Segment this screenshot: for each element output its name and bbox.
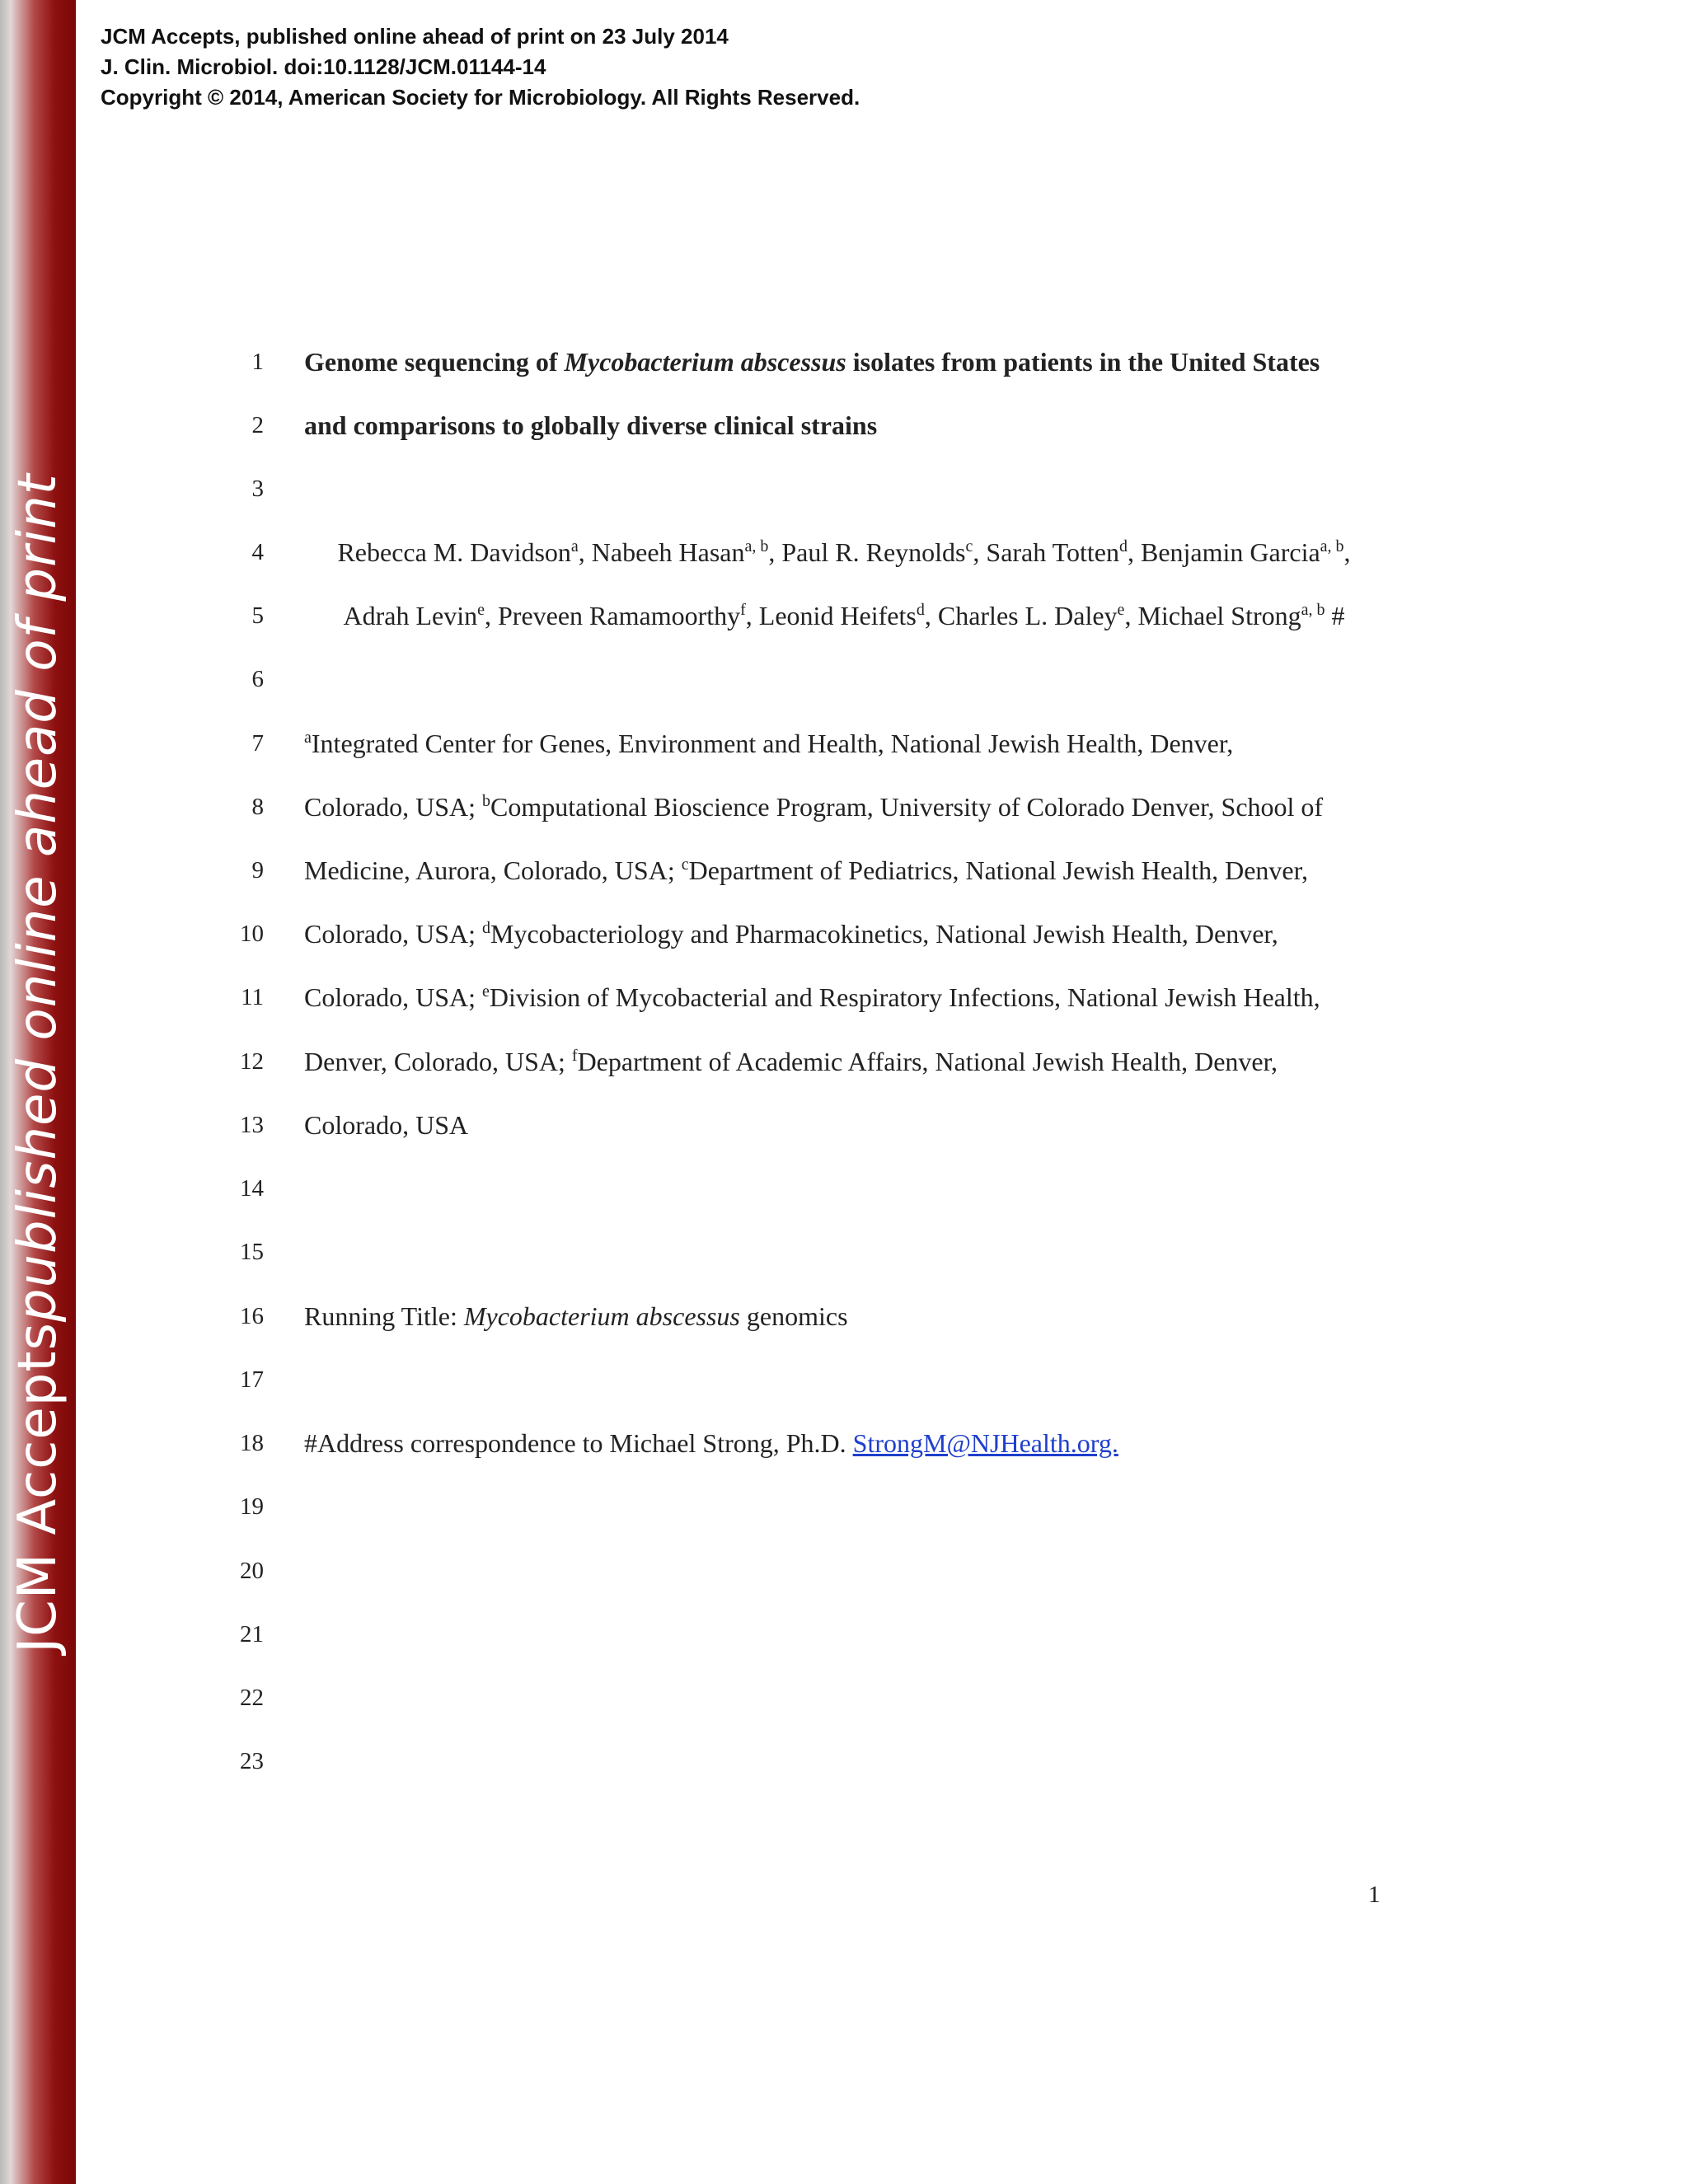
line-number: 23 [240, 1748, 264, 1774]
sidebar-banner [0, 0, 76, 2184]
line-number: 13 [240, 1112, 264, 1138]
line-number: 17 [240, 1366, 264, 1393]
affiliation-line: $^a$Integrated Center for Genes, Environment and Health, National Jewish Health, Denver, [304, 729, 1234, 758]
manuscript-line-3 [0, 464, 1688, 513]
journal-header [101, 21, 860, 113]
affiliation-line: Medicine, Aurora, Colorado, USA; $^c$Department of Pediatrics, National Jewish Health, Denver, [304, 855, 1308, 885]
manuscript-line-23 [0, 1736, 1688, 1786]
line-number: 8 [251, 794, 264, 820]
line-number: 3 [251, 476, 264, 502]
line-number: 6 [251, 666, 264, 692]
manuscript-line-16 [0, 1291, 1688, 1341]
manuscript-line-17 [0, 1355, 1688, 1404]
header-line-3: Copyright © 2014, American Society for Microbiology. All Rights Reserved. [101, 85, 860, 110]
manuscript-line-20 [0, 1546, 1688, 1596]
affiliation-line: Colorado, USA; $^e$Division of Mycobacterial and Respiratory Infections, National Jewish Health, [304, 982, 1320, 1012]
line-number: 15 [240, 1239, 264, 1265]
manuscript-line-6 [0, 654, 1688, 704]
manuscript-line-15 [0, 1227, 1688, 1277]
header-line-2: J. Clin. Microbiol. doi:10.1128/JCM.01144-14 [101, 54, 546, 79]
manuscript-line-8 [0, 782, 1688, 832]
paper-title-line-1: Genome sequencing of Mycobacterium abscessus isolates from patients in the United States [304, 347, 1320, 377]
line-number: 22 [240, 1685, 264, 1711]
line-number: 21 [240, 1621, 264, 1647]
line-number: 7 [251, 730, 264, 757]
author-list-line-2: Adrah Levin$^e$, Preveen Ramamoorthy$^f$, Leonid Heifets$^d$, Charles L. Daley$^e$, Michael Strong$^{a, b}$ # [343, 601, 1345, 630]
sidebar-middle: published online ahead of print [7, 473, 68, 1323]
line-number: 19 [240, 1493, 264, 1520]
manuscript-line-11 [0, 972, 1688, 1022]
line-number: 11 [241, 984, 264, 1010]
running-title: Running Title: Mycobacterium abscessus genomics [304, 1301, 848, 1331]
line-number: 20 [240, 1558, 264, 1584]
affiliation-line: Colorado, USA; $^d$Mycobacteriology and Pharmacokinetics, National Jewish Health, Denver, [304, 919, 1278, 949]
manuscript-line-5 [0, 591, 1688, 640]
page-number: 1 [1368, 1882, 1381, 1908]
correspondence: #Address correspondence to Michael Strong, Ph.D. StrongM@NJHealth.org. [304, 1428, 1118, 1458]
line-number: 1 [251, 349, 264, 375]
line-number: 2 [251, 412, 264, 438]
line-number: 12 [240, 1048, 264, 1075]
author-list-line-1: Rebecca M. Davidson$^a$, Nabeeh Hasan$^{a, b}$, Paul R. Reynolds$^c$, Sarah Totten$^d$, Benjamin Garcia$^{a, b}$, [337, 537, 1351, 567]
manuscript-line-9 [0, 846, 1688, 895]
line-number: 5 [251, 602, 264, 629]
manuscript-line-19 [0, 1482, 1688, 1531]
affiliation-line: Colorado, USA [304, 1110, 469, 1140]
line-number: 14 [240, 1175, 264, 1202]
manuscript-line-2 [0, 401, 1688, 450]
manuscript-line-7 [0, 719, 1688, 768]
manuscript-line-1 [0, 337, 1688, 387]
affiliation-line: Denver, Colorado, USA; $^f$Department of Academic Affairs, National Jewish Health, Denver, [304, 1047, 1278, 1076]
manuscript-line-21 [0, 1610, 1688, 1659]
paper-title-line-2: and comparisons to globally diverse clinical strains [304, 410, 878, 440]
manuscript-line-4 [0, 527, 1688, 577]
line-number: 16 [240, 1303, 264, 1329]
manuscript-line-22 [0, 1673, 1688, 1722]
manuscript-line-12 [0, 1037, 1688, 1086]
manuscript-line-18 [0, 1418, 1688, 1468]
line-number: 4 [251, 539, 264, 565]
sidebar-prefix: JCM Accepts [7, 1322, 68, 1653]
affiliation-line: Colorado, USA; $^b$Computational Bioscience Program, University of Colorado Denver, School of [304, 792, 1324, 822]
manuscript-line-13 [0, 1100, 1688, 1150]
line-number: 18 [240, 1430, 264, 1456]
line-number: 10 [240, 921, 264, 947]
line-number: 9 [251, 857, 264, 883]
manuscript-line-14 [0, 1164, 1688, 1213]
manuscript-line-10 [0, 909, 1688, 958]
email-link[interactable]: StrongM@NJHealth.org. [852, 1428, 1118, 1458]
header-line-1: JCM Accepts, published online ahead of print on 23 July 2014 [101, 24, 729, 49]
